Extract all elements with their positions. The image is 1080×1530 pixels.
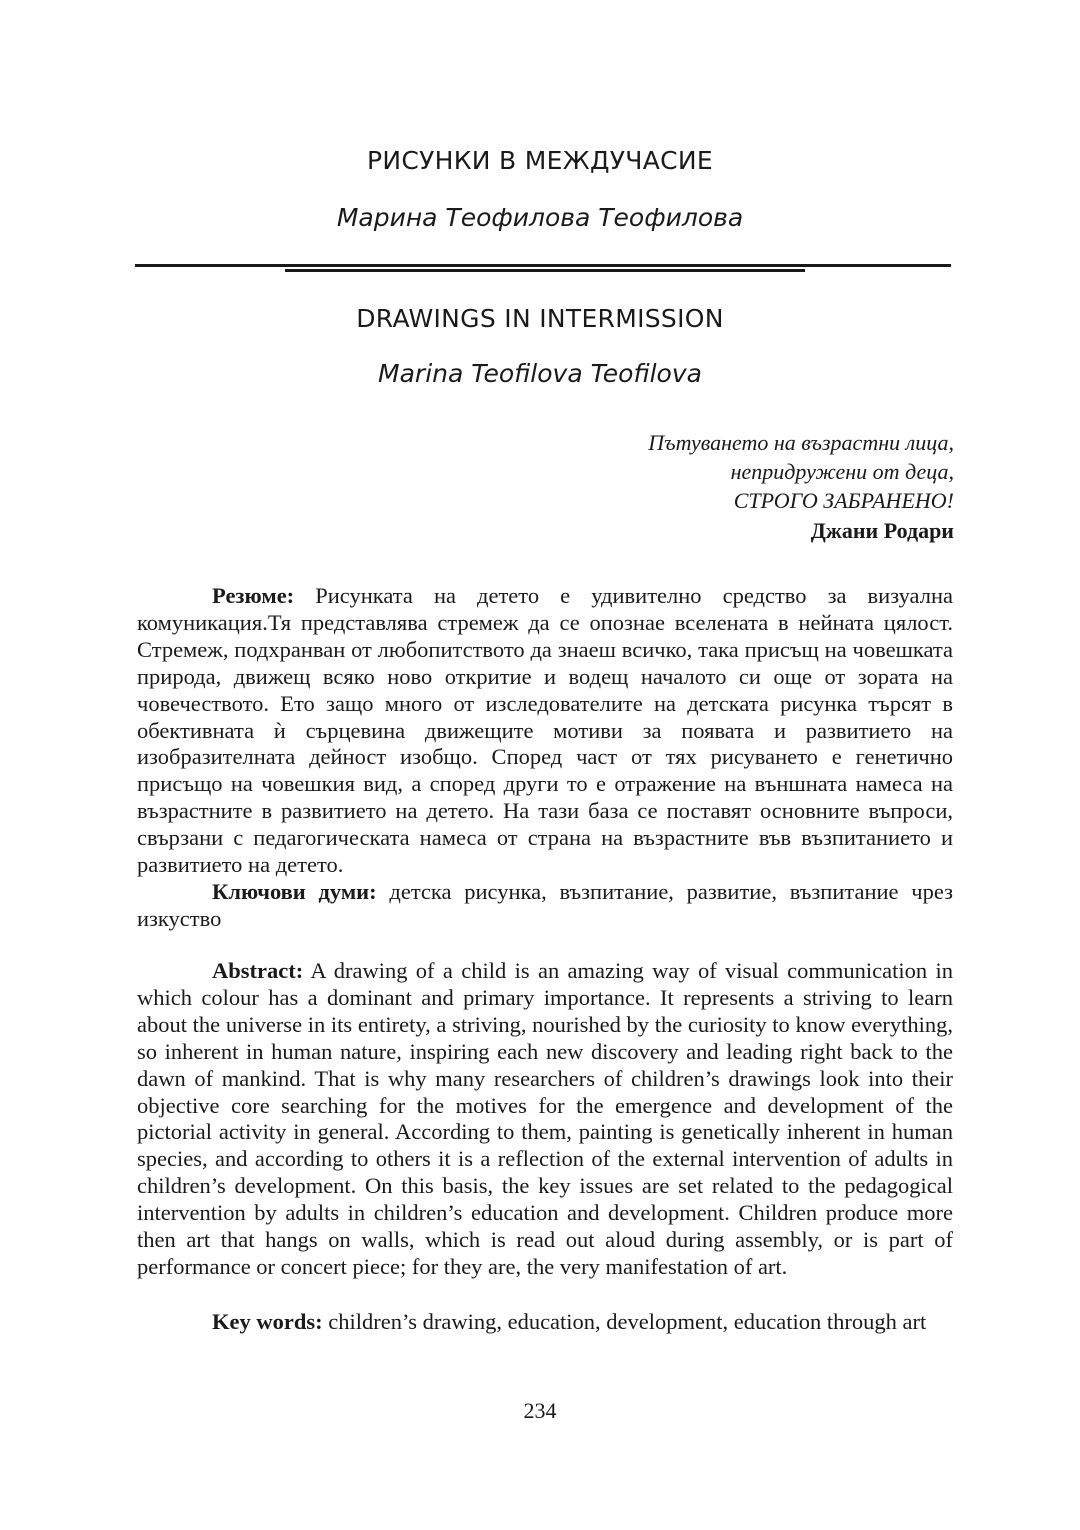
summary-label: Резюме: bbox=[212, 583, 295, 608]
author-english: Marina Teofilova Teofilova bbox=[378, 359, 702, 388]
epigraph-line: непридружени от деца, bbox=[730, 459, 954, 484]
title-bulgarian: РИСУНКИ В МЕЖДУЧАСИЕ bbox=[366, 146, 713, 175]
author-bulgarian: Марина Теофилова Теофилова bbox=[336, 203, 744, 232]
keywords-english bbox=[137, 1309, 953, 1336]
epigraph-attribution: Джани Родари bbox=[810, 518, 954, 543]
keywords-bulgarian bbox=[137, 879, 953, 933]
summary-bulgarian bbox=[137, 583, 953, 879]
title-divider-short bbox=[285, 269, 805, 272]
abstract-english bbox=[137, 958, 953, 1281]
keywords-bg-label: Ключови думи: bbox=[212, 879, 377, 904]
keywords-bg-text: детска рисунка, възпитание, развитие, възпитание чрез изкуство bbox=[137, 879, 953, 931]
keywords-en-label: Key words: bbox=[212, 1309, 323, 1334]
page-number: 234 bbox=[523, 1398, 557, 1423]
epigraph-line: СТРОГО ЗАБРАНЕНО! bbox=[733, 488, 954, 513]
epigraph-line: Пътуването на възрастни лица, bbox=[648, 430, 954, 455]
abstract-label: Abstract: bbox=[212, 958, 304, 983]
epigraph bbox=[354, 428, 954, 545]
keywords-en-text: children’s drawing, education, development, education through art bbox=[322, 1309, 927, 1334]
summary-text: Рисунката на детето е удивително средство за визуална комуникация.Тя представлява стремеж да се опознае вселената в нейната цялост. Стремеж, подхранван от любопитството да знаеш всичко, така присъщ на човешката природа, движещ всяко ново откритие и водещ началото си още от зората на човечеството. Ето защо много от изследователите на детската рисунка търсят в обективната ѝ сърцевина движещите мотиви за появата и развитието на изобразителната дейност изобщо. Според част от тях рисуването е генетично присъщо на човешкия вид, а според други то е отражение на външната намеса на възрастните в развитието на детето. На тази база се поставят основните въпроси, свързани с педагогическата намеса от страна на възрастните във възпитанието и развитието на детето. bbox=[137, 583, 953, 878]
abstract-text: A drawing of a child is an amazing way of visual communication in which colour has a dominant and primary importance. It represents a striving to learn about the universe in its entirety, a striving, nourished by the curiosity to know everything, so inherent in human nature, inspiring each new discovery and leading right back to the dawn of mankind. That is why many researchers of children’s drawings look into their objective core searching for the motives for the emergence and development of the pictorial activity in general. According to them, painting is genetically inherent in human species, and according to others it is a reflection of the external intervention of adults in children’s development. On this basis, the key issues are set related to the pedagogical intervention by adults in children’s education and development. Children produce more then art that hangs on walls, which is read out aloud during assembly, or is part of performance or concert piece; for they are, the very manifestation of art. bbox=[137, 958, 953, 1279]
title-english: DRAWINGS IN INTERMISSION bbox=[356, 304, 724, 333]
title-divider-long bbox=[135, 264, 951, 267]
